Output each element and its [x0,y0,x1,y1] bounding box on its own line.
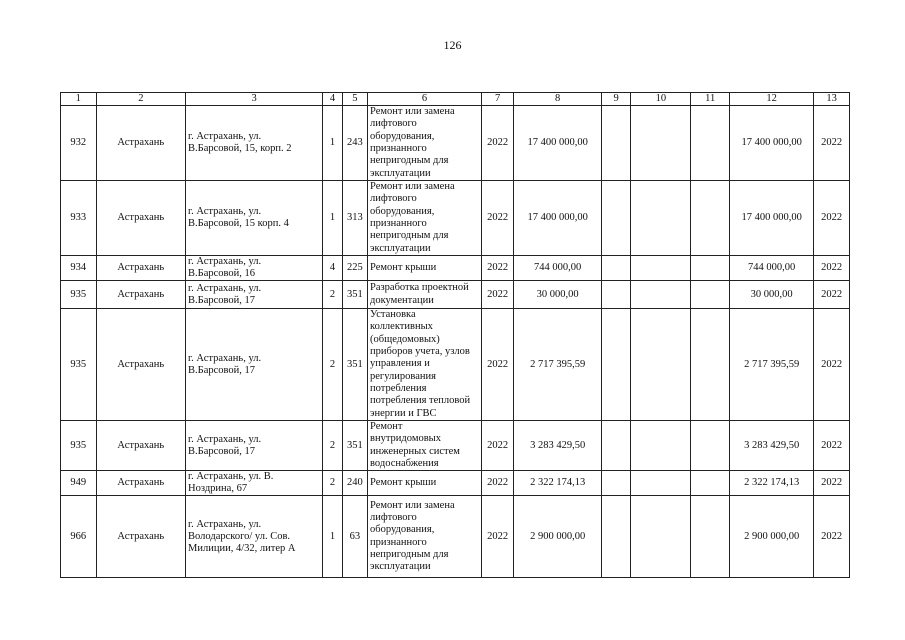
column-5-cell: 351 [342,281,367,309]
column-4-cell: 2 [323,421,342,471]
address-cell-line: В.Барсовой, 16 [188,268,256,279]
work-type-cell-line: оборудования, [370,205,435,217]
work-type-cell [368,181,482,256]
total-cost-cell: 30 000,00 [514,281,601,309]
work-type-cell-line: управления и [370,358,430,370]
column-11-cell [691,281,730,309]
work-type-cell-line: энергии и ГВС [370,407,437,419]
column-12-cost-cell: 17 400 000,00 [729,106,813,181]
address-cell [186,281,323,309]
table-row [61,106,850,181]
column-11-cell [691,256,730,281]
address-cell-line: Милиции, 4/32, литер А [188,542,296,554]
work-type-cell-line: потребления тепловой [370,395,471,407]
work-type-cell [368,421,482,471]
column-12-cost-cell: 3 283 429,50 [729,421,813,471]
city-cell: Астрахань [96,181,185,256]
year-cell: 2022 [481,281,514,309]
work-type-cell-line: Ремонт крыши [370,477,437,489]
table-row [61,281,850,309]
row-number-cell: 966 [61,496,97,578]
work-type-cell-line: лифтового [370,118,417,130]
work-type-cell-line: Установка [370,309,416,321]
work-type-cell-line: лифтового [370,512,417,524]
column-10-cell [631,106,691,181]
year-cell: 2022 [481,471,514,496]
work-type-cell-line: приборов учета, узлов [370,346,470,358]
row-number-cell: 932 [61,106,97,181]
column-4-cell: 1 [323,181,342,256]
address-cell-line: Володарского/ ул. Сов. [188,530,291,542]
year-cell: 2022 [481,421,514,471]
total-cost-cell: 2 900 000,00 [514,496,601,578]
address-cell [186,106,323,181]
row-number-cell: 935 [61,281,97,309]
address-cell-line: Ноздрина, 67 [188,483,248,495]
column-9-cell [601,256,630,281]
column-9-cell [601,281,630,309]
column-10-cell [631,281,691,309]
column-9-cell [601,471,630,496]
table-row [61,309,850,421]
year-cell: 2022 [481,256,514,281]
column-12-cost-cell: 744 000,00 [729,256,813,281]
work-type-cell [368,106,482,181]
column-number: 2 [96,93,185,106]
row-number-cell: 934 [61,256,97,281]
work-type-cell-line: Ремонт или замена [370,106,455,118]
address-cell-line: г. Астрахань, ул. [188,352,262,364]
column-number: 1 [61,93,97,106]
column-number: 12 [729,93,813,106]
work-type-cell-line: эксплуатации [370,167,431,179]
city-cell: Астрахань [96,309,185,421]
total-cost-cell: 744 000,00 [514,256,601,281]
address-cell-line: г. Астрахань, ул. [188,518,262,530]
column-5-cell: 63 [342,496,367,578]
city-cell: Астрахань [96,421,185,471]
column-5-cell: 243 [342,106,367,181]
column-12-cost-cell: 2 717 395,59 [729,309,813,421]
column-13-year-cell: 2022 [814,309,850,421]
address-cell-line: г. Астрахань, ул. [188,433,262,445]
column-13-year-cell: 2022 [814,281,850,309]
row-number-cell: 949 [61,471,97,496]
year-cell: 2022 [481,496,514,578]
work-type-cell-line: Ремонт или замена [370,499,455,511]
column-13-year-cell: 2022 [814,181,850,256]
address-cell-line: г. Астрахань, ул. [188,282,262,294]
total-cost-cell: 17 400 000,00 [514,106,601,181]
work-type-cell-line: Разработка проектной [370,282,469,294]
table-row [61,256,850,281]
total-cost-cell: 3 283 429,50 [514,421,601,471]
column-11-cell [691,471,730,496]
column-10-cell [631,256,691,281]
column-9-cell [601,421,630,471]
row-number-cell: 935 [61,309,97,421]
work-type-cell-line: (общедомовых) [370,333,440,345]
column-4-cell: 2 [323,309,342,421]
work-type-cell [368,256,482,281]
work-type-cell-line: Ремонт или замена [370,181,455,193]
work-type-cell [368,496,482,578]
column-5-cell: 351 [342,309,367,421]
work-type-cell-line: потребления [370,382,427,394]
column-number: 3 [186,93,323,106]
column-13-year-cell: 2022 [814,256,850,281]
column-10-cell [631,181,691,256]
column-12-cost-cell: 2 900 000,00 [729,496,813,578]
column-10-cell [631,309,691,421]
year-cell: 2022 [481,181,514,256]
column-number-row [61,93,850,106]
column-9-cell [601,106,630,181]
work-type-cell-line: непригодным для [370,548,449,560]
work-type-cell-line: эксплуатации [370,561,431,573]
work-type-cell [368,309,482,421]
page-number: 126 [443,38,462,52]
column-11-cell [691,421,730,471]
address-cell-line: В.Барсовой, 15 корп. 4 [188,218,289,229]
address-cell [186,309,323,421]
column-5-cell: 351 [342,421,367,471]
work-type-cell-line: оборудования, [370,130,435,142]
column-9-cell [601,181,630,256]
city-cell: Астрахань [96,471,185,496]
column-4-cell: 4 [323,256,342,281]
column-5-cell: 240 [342,471,367,496]
address-cell-line: г. Астрахань, ул. [188,131,262,142]
column-number: 4 [323,93,342,106]
column-12-cost-cell: 2 322 174,13 [729,471,813,496]
column-number: 5 [342,93,367,106]
table-row [61,421,850,471]
address-cell-line: г. Астрахань, ул. [188,256,262,267]
address-cell [186,181,323,256]
address-cell-line: г. Астрахань, ул. В. [188,471,274,483]
total-cost-cell: 2 717 395,59 [514,309,601,421]
work-type-cell-line: признанного [370,143,427,154]
work-type-cell-line: регулирования [370,370,436,382]
column-13-year-cell: 2022 [814,106,850,181]
address-cell-line: В.Барсовой, 17 [188,364,256,376]
column-4-cell: 2 [323,471,342,496]
work-type-cell-line: признанного [370,536,427,548]
total-cost-cell: 2 322 174,13 [514,471,601,496]
work-type-cell-line: оборудования, [370,524,435,536]
column-4-cell: 1 [323,496,342,578]
address-cell-line: г. Астрахань, ул. [188,206,262,217]
column-5-cell: 225 [342,256,367,281]
address-cell [186,421,323,471]
column-number: 9 [601,93,630,106]
column-11-cell [691,106,730,181]
work-type-cell-line: внутридомовых [370,433,441,445]
column-11-cell [691,181,730,256]
work-type-cell-line: непригодным для [370,230,449,242]
column-9-cell [601,496,630,578]
table-body [61,106,850,578]
address-cell [186,471,323,496]
address-cell-line: В.Барсовой, 15, корп. 2 [188,143,292,154]
table-row [61,181,850,256]
total-cost-cell: 17 400 000,00 [514,181,601,256]
address-cell [186,256,323,281]
row-number-cell: 935 [61,421,97,471]
column-9-cell [601,309,630,421]
work-type-cell-line: документации [370,294,434,306]
column-number: 8 [514,93,601,106]
capital-repair-table [60,92,850,578]
column-number: 13 [814,93,850,106]
column-13-year-cell: 2022 [814,421,850,471]
column-5-cell: 313 [342,181,367,256]
column-number: 7 [481,93,514,106]
work-type-cell-line: Ремонт [370,421,403,432]
work-type-cell-line: Ремонт крыши [370,261,437,273]
column-13-year-cell: 2022 [814,496,850,578]
address-cell-line: В.Барсовой, 17 [188,294,256,306]
table-row [61,471,850,496]
column-12-cost-cell: 30 000,00 [729,281,813,309]
work-type-cell-line: признанного [370,218,427,229]
column-11-cell [691,496,730,578]
work-type-cell-line: коллективных [370,321,433,333]
address-cell-line: В.Барсовой, 17 [188,445,256,457]
address-cell [186,496,323,578]
column-11-cell [691,309,730,421]
work-type-cell [368,281,482,309]
work-type-cell-line: эксплуатации [370,242,431,254]
column-13-year-cell: 2022 [814,471,850,496]
work-type-cell-line: инженерных систем [370,445,460,457]
column-10-cell [631,421,691,471]
row-number-cell: 933 [61,181,97,256]
column-4-cell: 2 [323,281,342,309]
work-type-cell [368,471,482,496]
column-12-cost-cell: 17 400 000,00 [729,181,813,256]
city-cell: Астрахань [96,256,185,281]
year-cell: 2022 [481,309,514,421]
column-10-cell [631,471,691,496]
column-number: 10 [631,93,691,106]
city-cell: Астрахань [96,496,185,578]
column-4-cell: 1 [323,106,342,181]
column-number: 11 [691,93,730,106]
column-number: 6 [368,93,482,106]
work-type-cell-line: водоснабжения [370,457,439,469]
table-row [61,496,850,578]
column-10-cell [631,496,691,578]
work-type-cell-line: непригодным для [370,155,449,167]
year-cell: 2022 [481,106,514,181]
work-type-cell-line: лифтового [370,193,417,205]
city-cell: Астрахань [96,281,185,309]
city-cell: Астрахань [96,106,185,181]
